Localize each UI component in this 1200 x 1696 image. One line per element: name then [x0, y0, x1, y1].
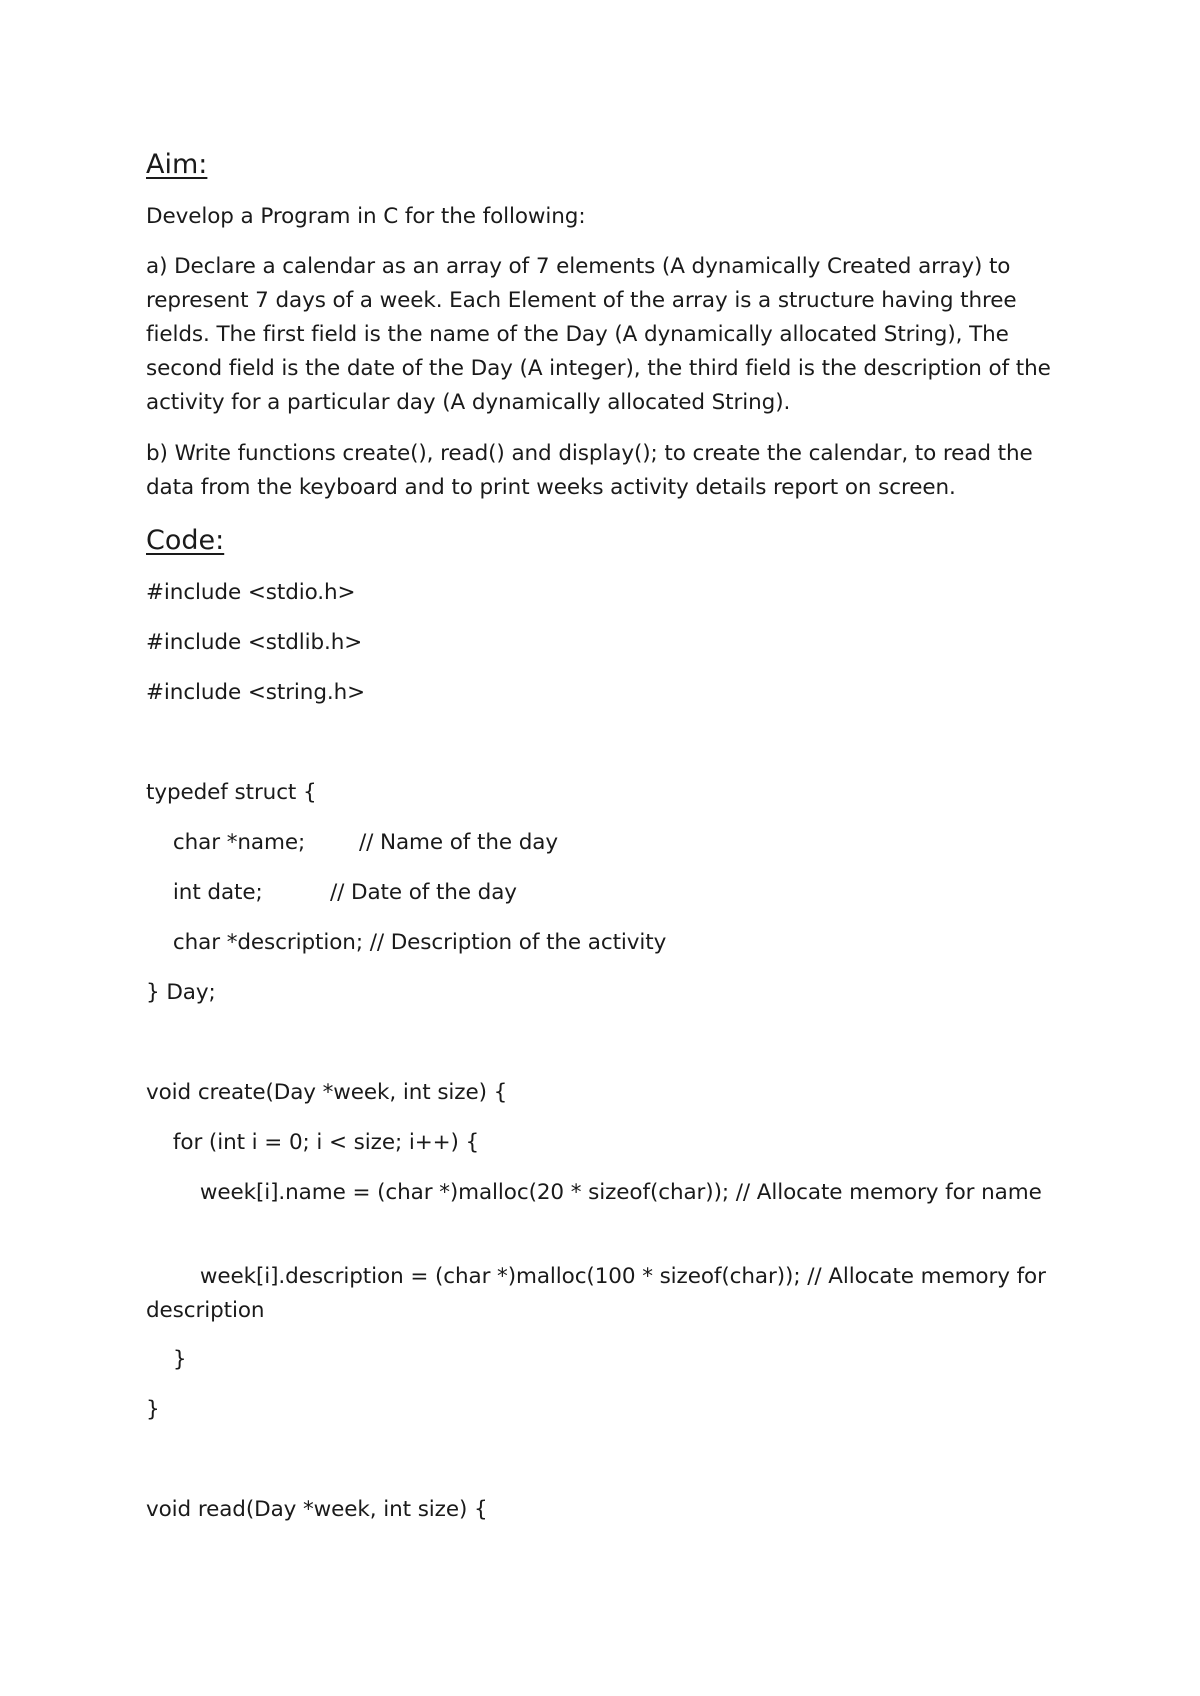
aim-intro: Develop a Program in C for the following: — [146, 204, 586, 229]
code-heading: Code: — [146, 525, 225, 556]
code-line: } — [146, 1397, 160, 1422]
aim-heading: Aim: — [146, 149, 208, 180]
aim-part-a: a) Declare a calendar as an array of 7 elements (A dynamically Created array) to represent 7 days of a week. Each Element of the array is a structure having three fields. The first field is the name of the Day (A dynamically allocated String), The second field is the date of the Day (A integer), the third field is the description of the activity for a particular day (A dynamically allocated String). — [146, 254, 1051, 415]
aim-part-b: b) Write functions create(), read() and display(); to create the calendar, to read the data from the keyboard and to print weeks activity details report on screen. — [146, 441, 1033, 500]
code-line: } Day; — [146, 980, 216, 1005]
code-line: #include <string.h> — [146, 680, 366, 705]
code-line: week[i].name = (char *)malloc(20 * sizeof(char)); // Allocate memory for name — [146, 1180, 1042, 1205]
code-line: typedef struct { — [146, 780, 317, 805]
code-line: week[i].description = (char *)malloc(100 * sizeof(char)); // Allocate memory for description — [146, 1264, 1053, 1323]
code-line: for (int i = 0; i < size; i++) { — [146, 1130, 480, 1155]
code-line: int date; // Date of the day — [146, 880, 517, 905]
code-line: char *description; // Description of the activity — [146, 930, 667, 955]
code-line: char *name; // Name of the day — [146, 830, 558, 855]
code-line: void create(Day *week, int size) { — [146, 1080, 508, 1105]
code-line: #include <stdio.h> — [146, 580, 356, 605]
code-line: #include <stdlib.h> — [146, 630, 363, 655]
code-line: void read(Day *week, int size) { — [146, 1497, 488, 1522]
code-line: } — [146, 1347, 187, 1372]
